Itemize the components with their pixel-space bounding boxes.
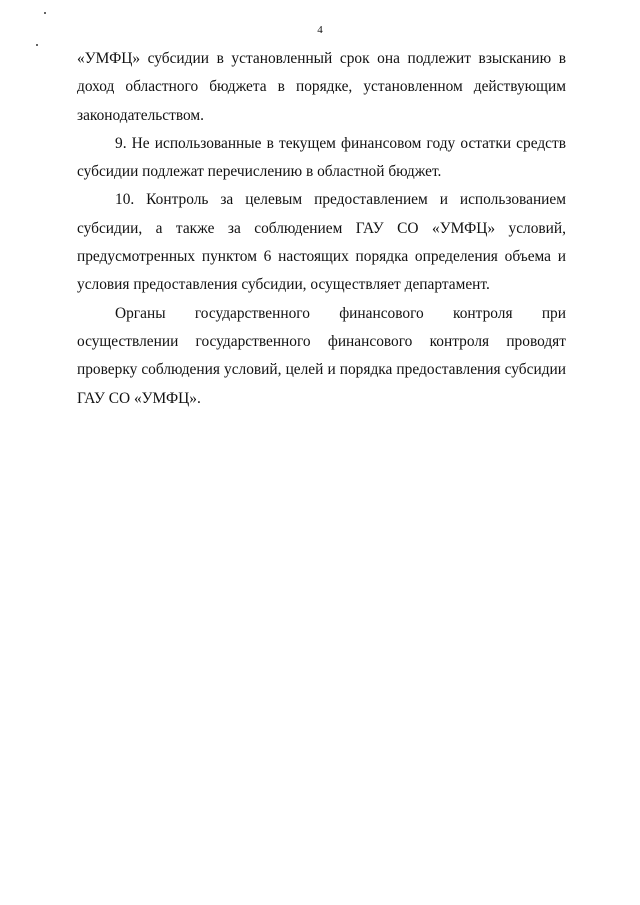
paragraph-continuation: «УМФЦ» субсидии в установленный срок она подлежит взысканию в доход областного бюджета в порядке, установленном действующим законодательством. xyxy=(77,50,566,124)
paragraph-control-bodies: Органы государственного финансового контроля при осуществлении государственного финансового контроля проводят проверку соблюдения условий, целей и порядка предоставления субсидии ГАУ СО «УМФЦ». xyxy=(77,304,566,407)
paragraph-item-10: 10. Контроль за целевым предоставлением и использованием субсидии, а также за соблюдением ГАУ СО «УМФЦ» условий, предусмотренных пунктом 6 настоящих порядка определения объема и условия предоставления субсидии, осуществляет департамент. xyxy=(77,191,566,294)
scan-speck xyxy=(44,12,46,14)
page-number: 4 xyxy=(317,24,323,36)
document-body xyxy=(77,45,566,413)
paragraph-item-9: 9. Не использованные в текущем финансовом году остатки средств субсидии подлежат перечислению в областной бюджет. xyxy=(77,134,566,181)
scan-speck xyxy=(36,44,38,46)
